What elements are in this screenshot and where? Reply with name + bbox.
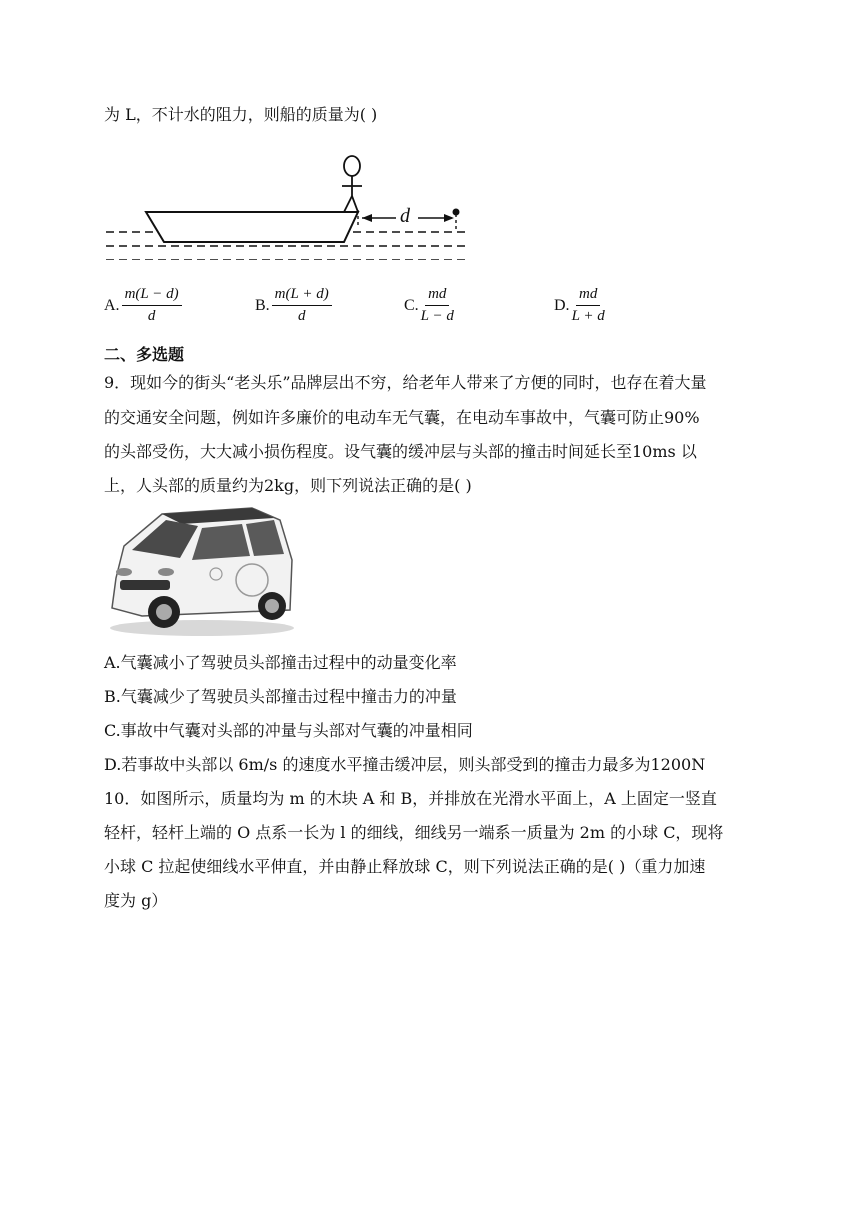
q9-option-a[interactable]: A.气囊减小了驾驶员头部撞击过程中的动量变化率 [104, 653, 457, 672]
q8-option-a[interactable] [104, 286, 182, 325]
numerator: m(L + d) [272, 286, 332, 306]
fraction [421, 286, 454, 325]
q9-line-3: 的头部受伤，大大减小损伤程度。设气囊的缓冲层与头部的撞击时间延长至10ms 以 [104, 442, 697, 461]
option-label: A. [104, 296, 120, 314]
denominator: L − d [420, 308, 454, 324]
denominator: d [147, 308, 156, 324]
q9-option-b[interactable]: B.气囊减少了驾驶员头部撞击过程中撞击力的冲量 [104, 687, 457, 706]
numerator: m(L − d) [122, 286, 182, 306]
numerator: md [425, 286, 449, 306]
boat-figure [100, 150, 480, 260]
q9-option-c[interactable]: C.事故中气囊对头部的冲量与头部对气囊的冲量相同 [104, 721, 473, 740]
denominator: d [297, 308, 306, 324]
q8-option-b[interactable] [255, 286, 332, 325]
q9-line-2: 的交通安全问题，例如许多廉价的电动车无气囊，在电动车事故中，气囊可防止90% [104, 408, 700, 427]
distance-label-d: d [400, 205, 410, 227]
fraction [122, 286, 182, 325]
section-title: 二、多选题 [104, 345, 185, 364]
q10-line-3: 小球 C 拉起使细线水平伸直，并由静止释放球 C，则下列说法正确的是( )（重力加速 [104, 857, 706, 876]
electric-car-image [102, 500, 302, 640]
q10-line-4: 度为 g） [104, 891, 168, 910]
q8-option-c[interactable] [404, 286, 454, 325]
q9-line-4: 上，人头部的质量约为2kg，则下列说法正确的是( ) [104, 476, 472, 495]
q9-line-1: 9．现如今的街头“老头乐”品牌层出不穷，给老年人带来了方便的同时，也存在着大量 [104, 373, 707, 392]
q10-line-2: 轻杆，轻杆上端的 O 点系一长为 l 的细线，细线另一端系一质量为 2m 的小球 C，现将 [104, 823, 724, 842]
q8-line-end: 为 L，不计水的阻力，则船的质量为( ) [104, 105, 378, 124]
q10-line-1: 10．如图所示，质量均为 m 的木块 A 和 B，并排放在光滑水平面上，A 上固定一竖直 [104, 789, 717, 808]
option-label: D. [554, 296, 570, 314]
option-label: C. [404, 296, 419, 314]
fraction [272, 286, 332, 325]
numerator: md [576, 286, 600, 306]
q8-option-d[interactable] [554, 286, 605, 325]
fraction [572, 286, 605, 325]
denominator: L + d [571, 308, 605, 324]
q9-option-d[interactable]: D.若事故中头部以 6m/s 的速度水平撞击缓冲层，则头部受到的撞击力最多为1200N [104, 755, 706, 774]
option-label: B. [255, 296, 270, 314]
